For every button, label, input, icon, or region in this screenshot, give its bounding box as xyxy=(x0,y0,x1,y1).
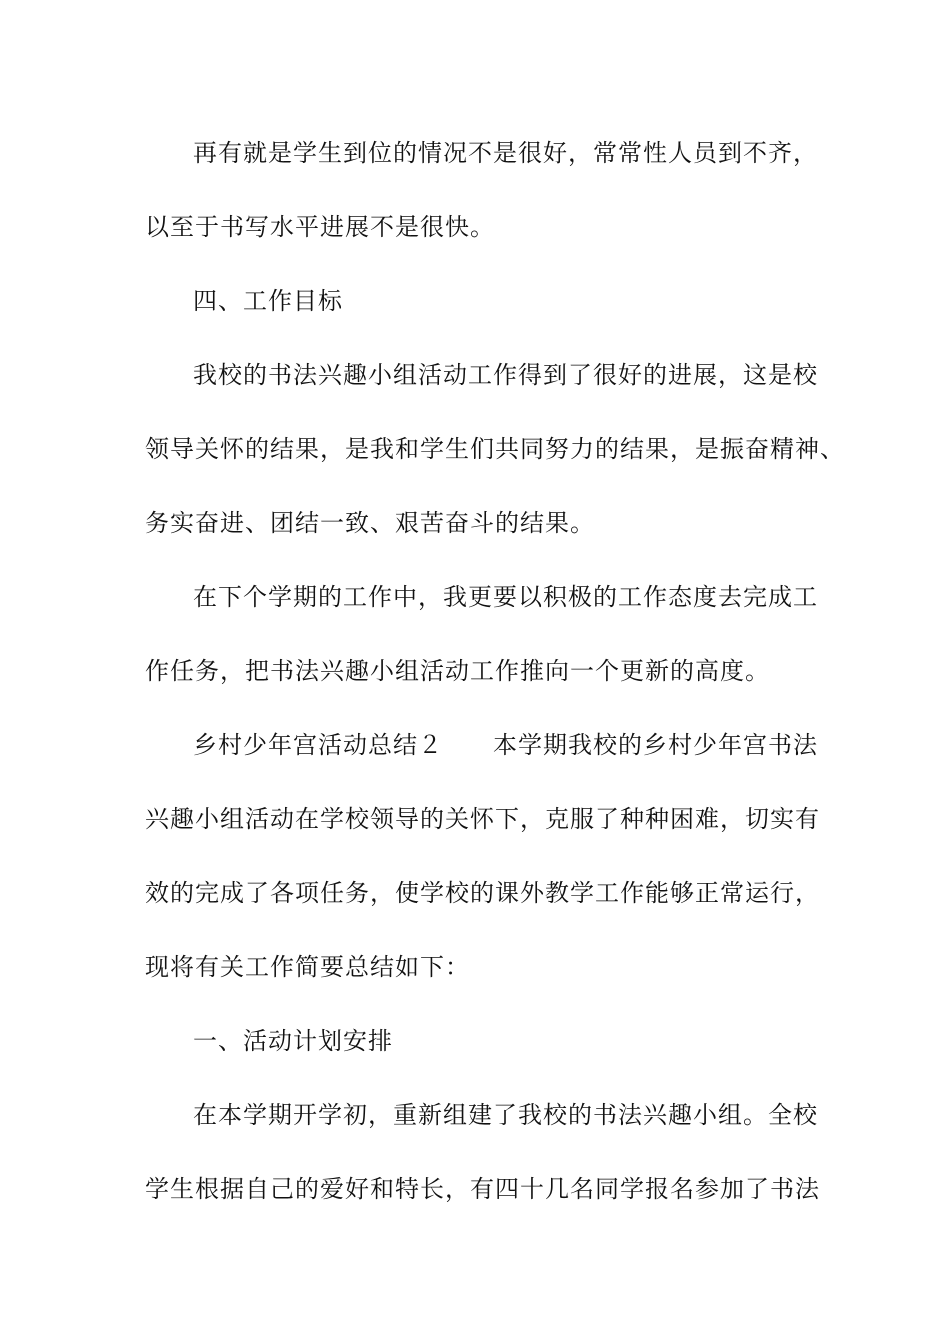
paragraph-line: 兴趣小组活动在学校领导的关怀下，克服了种种困难，切实有 xyxy=(145,805,820,833)
paragraph-line: 在本学期开学初，重新组建了我校的书法兴趣小组。全校 xyxy=(193,1101,818,1129)
paragraph-line: 作任务，把书法兴趣小组活动工作推向一个更新的高度。 xyxy=(145,657,770,685)
paragraph-line: 在下个学期的工作中，我更要以积极的工作态度去完成工 xyxy=(193,583,818,611)
section-heading: 一、活动计划安排 xyxy=(193,1027,393,1055)
paragraph-line: 现将有关工作简要总结如下： xyxy=(145,953,470,981)
paragraph-line: 以至于书写水平进展不是很快。 xyxy=(145,213,495,241)
paragraph-line: 务实奋进、团结一致、艰苦奋斗的结果。 xyxy=(145,509,595,537)
paragraph-line: 我校的书法兴趣小组活动工作得到了很好的进展，这是校 xyxy=(193,361,818,389)
paragraph-line: 效的完成了各项任务，使学校的课外教学工作能够正常运行， xyxy=(145,879,820,907)
paragraph-line: 学生根据自己的爱好和特长，有四十几名同学报名参加了书法 xyxy=(145,1175,820,1203)
paragraph-line: 再有就是学生到位的情况不是很好，常常性人员到不齐， xyxy=(193,139,818,167)
paragraph-line: 领导关怀的结果，是我和学生们共同努力的结果，是振奋精神、 xyxy=(145,435,845,463)
paragraph-line: 乡村少年宫活动总结２ 本学期我校的乡村少年宫书法 xyxy=(193,731,818,759)
section-heading: 四、工作目标 xyxy=(193,287,343,315)
